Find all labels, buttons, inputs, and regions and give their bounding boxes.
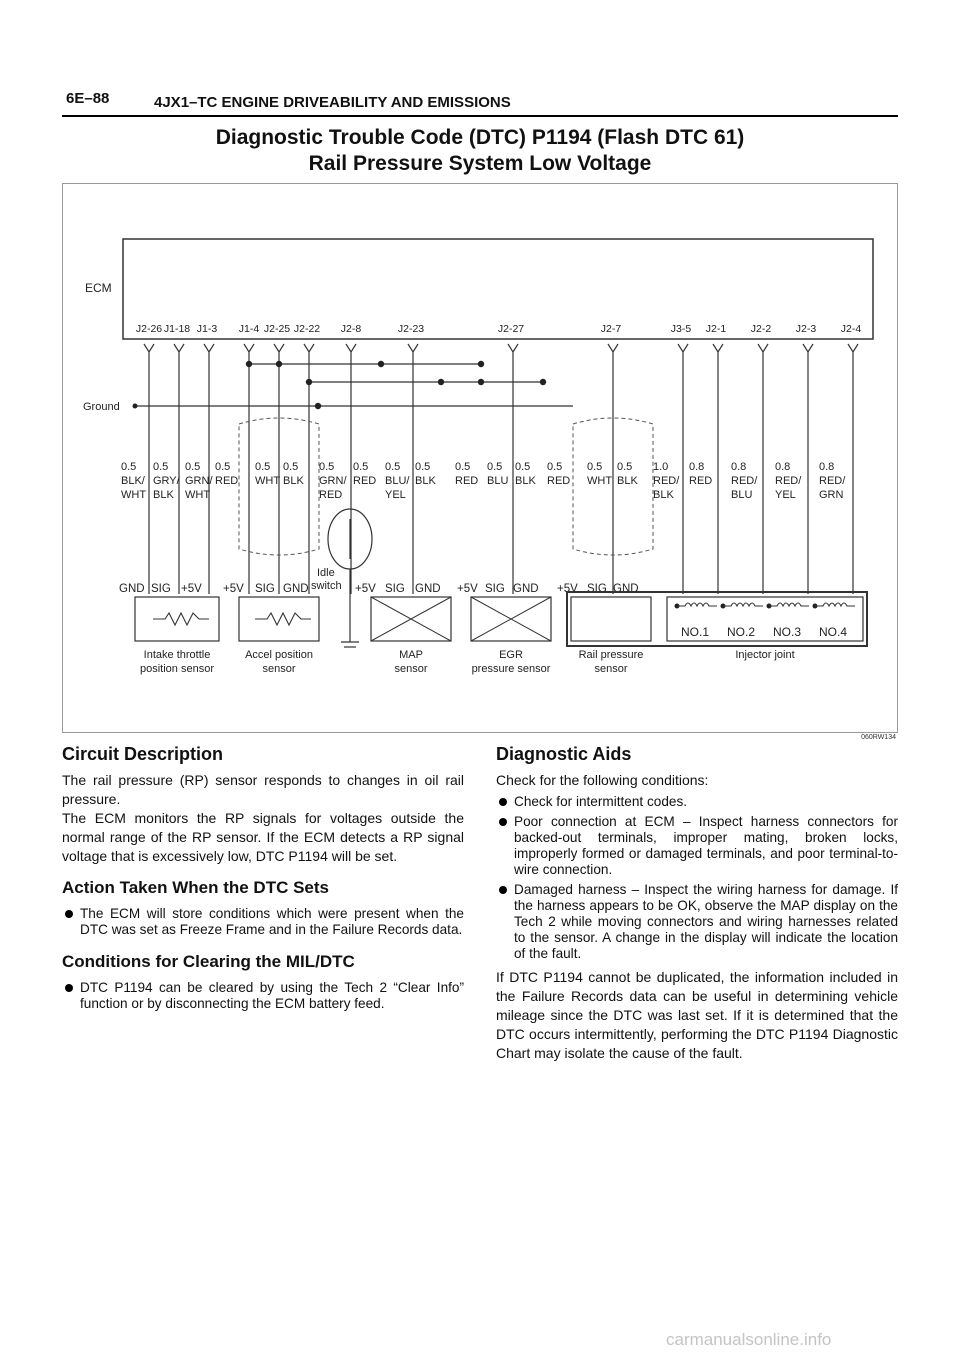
splice-dot [478, 361, 484, 367]
injector-coil [815, 603, 855, 606]
injector-label: NO.1 [681, 625, 710, 639]
clearing-heading: Conditions for Clearing the MIL/DTC [62, 952, 355, 971]
wire-gauge: 0.5 [353, 461, 369, 473]
wire-color: GRN/ [185, 475, 213, 487]
wire-gauge: 0.5 [515, 461, 531, 473]
wire-gauge: 0.8 [819, 461, 835, 473]
wire-color: RED [547, 475, 571, 487]
wire-color: RED [215, 475, 239, 487]
pin-label: J2-3 [795, 323, 817, 335]
wire-color: RED [689, 475, 713, 487]
wire-color2: BLK [653, 489, 674, 501]
action-taken-list [62, 906, 464, 938]
wire-gauge: 0.5 [617, 461, 633, 473]
injector-label: NO.2 [727, 625, 756, 639]
wiring-diagram-svg [63, 184, 897, 732]
splice-dot [478, 379, 484, 385]
pin-connector [346, 344, 356, 352]
wire-gauge: 0.5 [587, 461, 603, 473]
wire-gauge: 1.0 [653, 461, 669, 473]
figure-code: 060RW134 [861, 734, 896, 741]
page-title-line2: Rail Pressure System Low Voltage [308, 152, 652, 175]
pin-connector [174, 344, 184, 352]
terminal-label: GND [613, 583, 639, 595]
wire-color: RED [353, 475, 377, 487]
terminal-label: GND [283, 583, 309, 595]
terminal-label: SIG [485, 583, 505, 595]
rail-pressure-sensor-box [571, 597, 651, 641]
wire-gauge: 0.5 [547, 461, 563, 473]
injector-label: NO.3 [773, 625, 802, 639]
idle-switch-label: switch [311, 580, 342, 592]
wire-gauge: 0.8 [775, 461, 791, 473]
injector-coil [723, 603, 763, 606]
terminal-label: +5V [557, 583, 578, 595]
wire-gauge: 0.5 [255, 461, 271, 473]
resistor-symbol [153, 613, 209, 625]
diagnostic-aids-heading: Diagnostic Aids [496, 744, 632, 764]
header-rule [62, 115, 898, 117]
resistor-symbol [255, 613, 311, 625]
terminal-label: SIG [151, 583, 171, 595]
component-name: pressure sensor [471, 663, 551, 675]
pin-label: J2-1 [705, 323, 727, 335]
wire-gauge: 0.5 [455, 461, 471, 473]
component-name: position sensor [140, 663, 214, 675]
wire-color: WHT [255, 475, 281, 487]
list-item: Check for intermittent codes. [496, 794, 898, 810]
diagnostic-aids-intro: Check for the following conditions: [496, 772, 709, 788]
wire-color: BLK [515, 475, 536, 487]
clearing-list [62, 980, 464, 1012]
pin-connector [408, 344, 418, 352]
pin-connector [803, 344, 813, 352]
wire-color: BLK/ [121, 475, 145, 487]
splice-dot [540, 379, 546, 385]
pin-label: J2-8 [340, 323, 362, 335]
splice-dot [306, 379, 312, 385]
pin-label: J3-5 [670, 323, 692, 335]
pin-label: J1-4 [238, 323, 260, 335]
wire-color2: RED [319, 489, 343, 501]
pin-label: J2-27 [497, 323, 525, 335]
page-number: 6E–88 [66, 90, 110, 107]
wire-gauge: 0.8 [731, 461, 747, 473]
ecm-label: ECM [85, 281, 112, 295]
circuit-description-para1: The rail pressure (RP) sensor responds to changes in oil rail pressure. [62, 772, 464, 807]
wire-gauge: 0.5 [415, 461, 431, 473]
wire-color2: WHT [185, 489, 211, 501]
wire-gauge: 0.5 [121, 461, 137, 473]
pin-label: J1-3 [196, 323, 218, 335]
wire-color2: BLU [731, 489, 753, 501]
pin-connector [678, 344, 688, 352]
pin-connector [144, 344, 154, 352]
pin-connector [758, 344, 768, 352]
action-taken-heading: Action Taken When the DTC Sets [62, 878, 329, 897]
pin-connector [304, 344, 314, 352]
wire-color2: GRN [819, 489, 844, 501]
pin-label: J2-22 [293, 323, 321, 335]
terminal-label: GND [119, 583, 145, 595]
right-column [496, 744, 898, 1063]
component-name: Intake throttle [143, 649, 211, 661]
page-title-line1: Diagnostic Trouble Code (DTC) P1194 (Flash DTC 61) [215, 126, 745, 149]
wire-gauge: 0.5 [487, 461, 503, 473]
list-item: Poor connection at ECM – Inspect harness connectors for backed-out terminals, improper mating, broken locks, improperly formed or damaged terminals, and poor terminal-to-wire connection. [496, 814, 898, 878]
splice-dot [378, 361, 384, 367]
left-column [62, 744, 464, 1018]
component-name: MAP [399, 649, 423, 661]
splice-dot [246, 361, 252, 367]
wire-gauge: 0.5 [185, 461, 201, 473]
pin-label: J2-25 [263, 323, 291, 335]
injector-coil [677, 603, 717, 606]
pin-connector [713, 344, 723, 352]
wire-color: BLU/ [385, 475, 410, 487]
pin-connector [204, 344, 214, 352]
wire-color: RED/ [731, 475, 758, 487]
splice-dot [276, 361, 282, 367]
terminal-label: SIG [255, 583, 275, 595]
terminal-label: +5V [223, 583, 244, 595]
pin-label: J1-18 [163, 323, 191, 335]
splice-dot [438, 379, 444, 385]
component-name: sensor [594, 663, 628, 675]
pin-label: J2-4 [840, 323, 862, 335]
injector-coil [769, 603, 809, 606]
wire-gauge: 0.5 [215, 461, 231, 473]
wire-gauge: 0.5 [153, 461, 169, 473]
wire-color2: YEL [775, 489, 796, 501]
circuit-description-heading: Circuit Description [62, 744, 224, 764]
wire-color: RED/ [819, 475, 846, 487]
terminal-label: SIG [587, 583, 607, 595]
list-item: Damaged harness – Inspect the wiring harness for damage. If the harness appears to be OK, observe the MAP display on the Tech 2 while moving connectors and wiring harnesses related to the sensor. A change in the display will indicate the location of the fault. [496, 882, 898, 962]
wire-color2: YEL [385, 489, 406, 501]
component-name: Rail pressure [578, 649, 644, 661]
wire-gauge: 0.8 [689, 461, 705, 473]
wire-color: WHT [587, 475, 613, 487]
footer-watermark: carmanualsonline.info [666, 1330, 832, 1349]
wire-color: BLK [415, 475, 436, 487]
wire-color: BLK [283, 475, 304, 487]
pin-connector [608, 344, 618, 352]
component-name: sensor [262, 663, 296, 675]
pin-connector [508, 344, 518, 352]
terminal-label: GND [415, 583, 441, 595]
pin-label: J2-26 [135, 323, 163, 335]
ground-dot [133, 404, 138, 409]
pin-label: J2-2 [750, 323, 772, 335]
pin-label: J2-7 [600, 323, 622, 335]
injector-label: NO.4 [819, 625, 848, 639]
wire-color2: WHT [121, 489, 147, 501]
pin-connector [244, 344, 254, 352]
component-name: sensor [394, 663, 428, 675]
wire-gauge: 0.5 [283, 461, 299, 473]
list-item: The ECM will store conditions which were present when the DTC was set as Freeze Frame and in the Failure Records data. [62, 906, 464, 938]
ground-label: Ground [83, 401, 120, 413]
wire-gauge: 0.5 [385, 461, 401, 473]
wire-color: GRN/ [319, 475, 347, 487]
wire-color: RED/ [653, 475, 680, 487]
component-name: Injector joint [735, 649, 795, 661]
wire-gauge: 0.5 [319, 461, 335, 473]
wiring-diagram [62, 183, 898, 733]
idle-switch-label: Idle [317, 567, 335, 579]
terminal-label: GND [513, 583, 539, 595]
component-name: EGR [499, 649, 523, 661]
wire-color: BLU [487, 475, 509, 487]
splice-dot [315, 403, 321, 409]
wire-color: GRY/ [153, 475, 180, 487]
diagnostic-aids-closing: If DTC P1194 cannot be duplicated, the information included in the Failure Records data can be useful in determining vehicle mileage since the DTC was last set. If it is determined that the DTC occurs intermittently, performing the DTC P1194 Diagnostic Chart may isolate the cause of the fault. [496, 969, 898, 1061]
section-title: 4JX1–TC ENGINE DRIVEABILITY AND EMISSIONS [154, 94, 511, 111]
terminal-label: +5V [181, 583, 202, 595]
pin-label: J2-23 [397, 323, 425, 335]
terminal-label: +5V [355, 583, 376, 595]
list-item: DTC P1194 can be cleared by using the Tech 2 “Clear Info” function or by disconnecting the ECM battery feed. [62, 980, 464, 1012]
wire-color: BLK [617, 475, 638, 487]
diagnostic-aids-list [496, 794, 898, 962]
pin-connector [274, 344, 284, 352]
circuit-description-para2: The ECM monitors the RP signals for voltages outside the normal range of the RP sensor. If the ECM detects a RP signal voltage that is excessively low, DTC P1194 will be set. [62, 810, 464, 864]
wire-color: RED [455, 475, 479, 487]
terminal-label: SIG [385, 583, 405, 595]
wire-color2: BLK [153, 489, 174, 501]
component-name: Accel position [245, 649, 313, 661]
wire-color: RED/ [775, 475, 802, 487]
terminal-label: +5V [457, 583, 478, 595]
pin-connector [848, 344, 858, 352]
